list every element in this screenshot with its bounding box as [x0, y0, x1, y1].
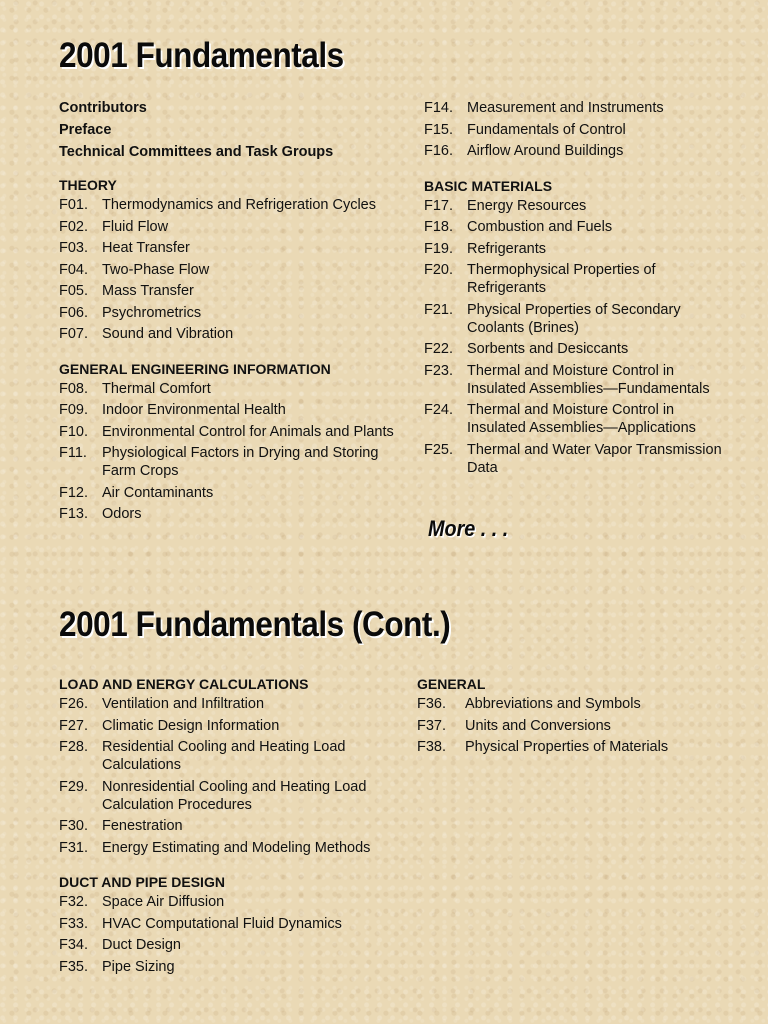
- general-list: [417, 695, 737, 756]
- chapter-title: Mass Transfer: [102, 283, 194, 299]
- chapter-item: [59, 282, 409, 300]
- front-matter-item: Contributors: [59, 100, 147, 116]
- chapter-title: Sound and Vibration: [102, 326, 234, 342]
- more-link[interactable]: More . . .: [428, 516, 509, 541]
- chapter-title: Physical Properties of Secondary Coolants (Brines): [467, 301, 681, 336]
- chapter-title: Two-Phase Flow: [102, 261, 210, 278]
- chapter-code: F16.: [424, 143, 454, 159]
- chapter-code: F31.: [59, 839, 89, 856]
- chapter-code: F26.: [59, 696, 89, 712]
- chapter-code: F18.: [424, 219, 454, 235]
- chapter-title: Fluid Flow: [102, 218, 169, 235]
- chapter-code: F38.: [417, 739, 447, 755]
- chapter-item: [424, 218, 724, 236]
- chapter-item: [59, 738, 389, 774]
- chapter-code: F14.: [424, 100, 454, 116]
- chapter-title: Fenestration: [102, 818, 183, 834]
- chapter-item: [59, 778, 389, 814]
- chapter-code: F20.: [424, 262, 454, 278]
- chapter-title: Pipe Sizing: [102, 958, 175, 975]
- chapter-item: [59, 239, 409, 257]
- chapter-code: F30.: [59, 818, 89, 834]
- chapter-item: [59, 893, 389, 911]
- right-column-slide1: [424, 99, 724, 480]
- chapter-item: [59, 325, 409, 343]
- chapter-code: F21.: [424, 301, 454, 318]
- theory-list: [59, 196, 409, 343]
- chapter-title: Measurement and Instruments: [467, 100, 664, 116]
- chapter-item: [424, 240, 724, 258]
- chapter-item: [424, 121, 724, 139]
- basic-materials-list: [424, 197, 724, 477]
- chapter-title: Thermodynamics and Refrigeration Cycles: [102, 197, 376, 213]
- chapter-code: F23.: [424, 362, 454, 379]
- chapter-title: Energy Estimating and Modeling Methods: [102, 839, 371, 856]
- chapter-code: F03.: [59, 240, 89, 256]
- chapter-item: [417, 738, 737, 756]
- chapter-code: F33.: [59, 915, 89, 932]
- chapter-code: F11.: [59, 445, 87, 461]
- chapter-title: Indoor Environmental Health: [102, 402, 286, 418]
- chapter-item: [59, 958, 389, 976]
- chapter-item: [59, 261, 409, 279]
- chapter-title: Abbreviations and Symbols: [465, 696, 641, 712]
- chapter-title: Air Contaminants: [102, 484, 214, 501]
- chapter-title: Combustion and Fuels: [467, 219, 613, 235]
- chapter-item: [59, 717, 389, 735]
- chapter-item: [424, 441, 724, 477]
- chapter-item: [424, 99, 724, 117]
- chapter-code: F06.: [59, 304, 89, 321]
- chapter-item: [59, 423, 409, 441]
- chapter-title: Residential Cooling and Heating Load Calculations: [102, 739, 346, 773]
- chapter-title: Psychrometrics: [102, 304, 202, 321]
- chapter-code: F17.: [424, 197, 454, 214]
- chapter-title: Thermal Comfort: [102, 380, 211, 397]
- chapter-title: Ventilation and Infiltration: [102, 696, 265, 712]
- chapter-title: Climatic Design Information: [102, 717, 280, 734]
- page-title: 2001 Fundamentals: [59, 36, 344, 75]
- chapter-code: F13.: [59, 506, 89, 522]
- chapter-title: Environmental Control for Animals and Plants: [102, 423, 394, 440]
- chapter-code: F09.: [59, 402, 89, 418]
- chapter-title: Units and Conversions: [465, 717, 611, 734]
- chapter-item: [59, 505, 409, 523]
- chapter-item: [59, 817, 389, 835]
- chapter-code: F10.: [59, 423, 89, 440]
- chapter-item: [424, 142, 724, 160]
- chapter-item: [424, 362, 724, 398]
- spacer: [59, 860, 389, 871]
- chapter-title: Energy Resources: [467, 197, 587, 214]
- chapter-code: F36.: [417, 696, 447, 712]
- chapter-code: F24.: [424, 402, 454, 418]
- chapter-title: Thermal and Moisture Control in Insulated Assemblies—Applications: [467, 402, 696, 436]
- chapter-title: Duct Design: [102, 937, 181, 953]
- spacer: [424, 164, 724, 175]
- chapter-item: [59, 839, 389, 857]
- chapter-title: Odors: [102, 506, 142, 522]
- chapter-code: F25.: [424, 441, 454, 458]
- chapter-title: Space Air Diffusion: [102, 894, 225, 910]
- chapter-code: F12.: [59, 484, 89, 501]
- chapter-title: Heat Transfer: [102, 240, 190, 256]
- chapter-code: F15.: [424, 121, 454, 138]
- chapter-code: F05.: [59, 283, 89, 299]
- chapter-item: [424, 261, 724, 297]
- chapter-item: [59, 380, 409, 398]
- right-column-slide2: [417, 673, 737, 760]
- chapter-code: F34.: [59, 937, 89, 953]
- chapter-item: [59, 915, 389, 933]
- chapter-title: Refrigerants: [467, 240, 546, 257]
- chapter-title: Thermal and Water Vapor Transmission Data: [467, 441, 722, 476]
- chapter-item: [59, 304, 409, 322]
- chapter-title: HVAC Computational Fluid Dynamics: [102, 915, 342, 932]
- chapter-title: Sorbents and Desiccants: [467, 341, 629, 357]
- section-heading-load-energy: LOAD AND ENERGY CALCULATIONS: [59, 676, 309, 692]
- chapter-code: F22.: [424, 341, 454, 357]
- chapter-code: F32.: [59, 894, 89, 910]
- chapter-item: [59, 936, 389, 954]
- section-heading-duct-pipe: DUCT AND PIPE DESIGN: [59, 874, 225, 890]
- front-matter-item: Technical Committees and Task Groups: [59, 144, 334, 160]
- spacer: [59, 163, 409, 174]
- chapter-item: [59, 196, 409, 214]
- left-column-slide1: [59, 97, 409, 527]
- chapter-code: F08.: [59, 380, 89, 397]
- chapter-code: F35.: [59, 958, 89, 975]
- chapter-code: F02.: [59, 218, 89, 235]
- chapter-title: Airflow Around Buildings: [467, 143, 624, 159]
- misc-list: [424, 99, 724, 160]
- page-title: 2001 Fundamentals (Cont.): [59, 605, 451, 644]
- chapter-item: [424, 197, 724, 215]
- chapter-title: Thermophysical Properties of Refrigerants: [467, 262, 656, 296]
- chapter-code: F01.: [59, 197, 89, 213]
- chapter-code: F28.: [59, 739, 89, 755]
- general-engineering-list: [59, 380, 409, 524]
- front-matter-item: Preface: [59, 122, 112, 138]
- chapter-title: Fundamentals of Control: [467, 121, 626, 138]
- chapter-item: [59, 484, 409, 502]
- chapter-item: [59, 218, 409, 236]
- left-column-slide2: [59, 673, 389, 979]
- chapter-item: [424, 340, 724, 358]
- chapter-code: F27.: [59, 717, 89, 734]
- chapter-code: F37.: [417, 717, 447, 734]
- duct-pipe-list: [59, 893, 389, 976]
- section-heading-basic-materials: BASIC MATERIALS: [424, 177, 553, 194]
- chapter-title: Physiological Factors in Drying and Storing Farm Crops: [102, 445, 379, 479]
- chapter-item: [59, 401, 409, 419]
- section-heading-general: GENERAL: [417, 676, 486, 692]
- chapter-item: [417, 717, 737, 735]
- chapter-code: F07.: [59, 326, 89, 342]
- section-heading-theory: THEORY: [59, 177, 117, 193]
- chapter-title: Nonresidential Cooling and Heating Load Calculation Procedures: [102, 778, 367, 813]
- chapter-item: [59, 695, 389, 713]
- chapter-item: [424, 401, 724, 437]
- spacer: [59, 347, 409, 358]
- chapter-title: Physical Properties of Materials: [465, 739, 669, 755]
- load-energy-list: [59, 695, 389, 857]
- chapter-code: F04.: [59, 261, 89, 278]
- chapter-item: [424, 301, 724, 337]
- chapter-code: F29.: [59, 778, 89, 795]
- chapter-item: [59, 444, 409, 480]
- section-heading-general-engineering: GENERAL ENGINEERING INFORMATION: [59, 360, 331, 377]
- chapter-item: [417, 695, 737, 713]
- chapter-code: F19.: [424, 240, 454, 257]
- chapter-title: Thermal and Moisture Control in Insulated Assemblies—Fundamentals: [467, 362, 710, 397]
